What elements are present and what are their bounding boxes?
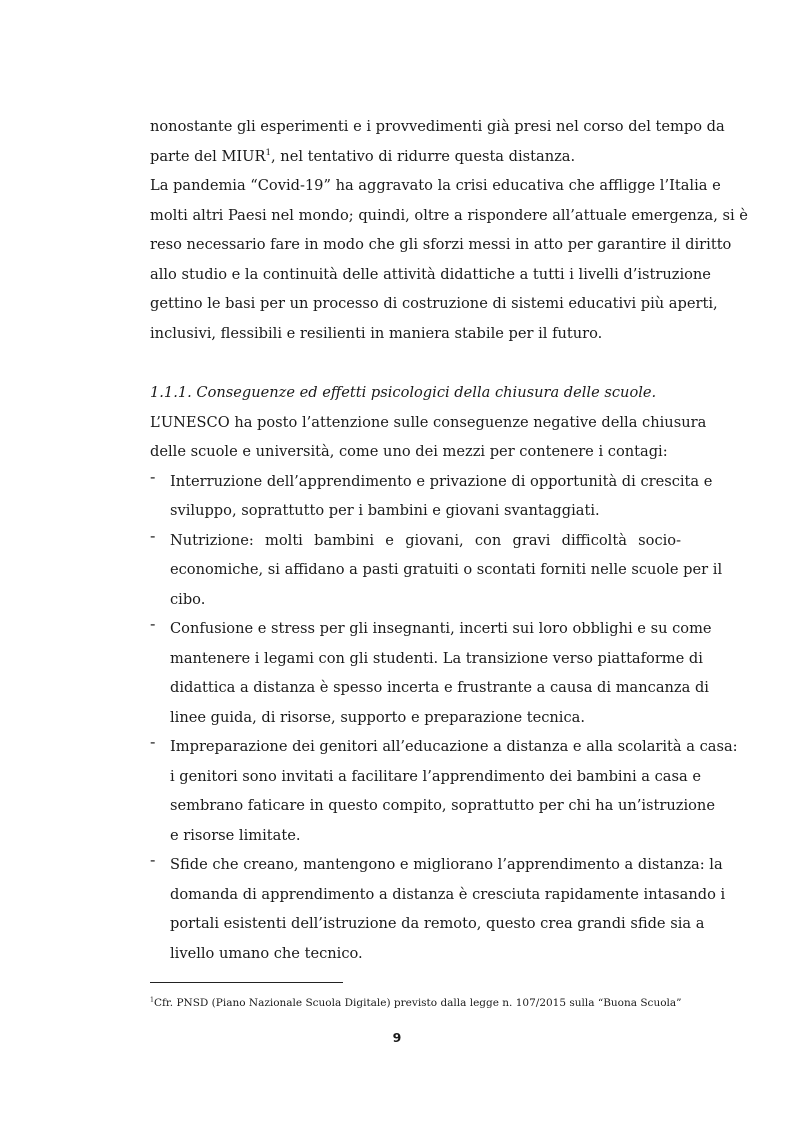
list-item [150, 525, 723, 615]
footnote-ref[interactable]: 1 [265, 147, 272, 158]
footnote-number: 1 [150, 996, 155, 1004]
body-line: gettino le basi per un processo di costruzione di sistemi educativi più aperti, [150, 295, 718, 312]
page-body [150, 112, 748, 968]
body-line: L’UNESCO ha posto l’attenzione sulle conseguenze negative della chiusura [150, 413, 707, 431]
body-line: La pandemia “Covid-19” ha aggravato la crisi educativa che affligge l’Italia e [150, 177, 721, 194]
body-line: molti altri Paesi nel mondo; quindi, oltre a rispondere all’attuale emergenza, si è [150, 206, 748, 224]
body-line: nonostante gli esperimenti e i provvedimenti già presi nel corso del tempo da [150, 118, 725, 135]
section-heading: 1.1.1. Conseguenze ed effetti psicologici della chiusura delle scuole. [150, 384, 657, 401]
footnote-divider [150, 982, 343, 983]
list-item [150, 850, 726, 968]
list-item-line: e risorse limitate. [170, 826, 301, 844]
body-line: reso necessario fare in modo che gli sforzi messi in atto per garantire il diritto [150, 236, 732, 253]
list-item [150, 614, 712, 732]
list-item-line: i genitori sono invitati a facilitare l’apprendimento dei bambini a casa e [170, 767, 701, 785]
bullet-dash: - [150, 466, 156, 486]
page-number: 9 [392, 1030, 402, 1045]
body-line: inclusivi, flessibili e resilienti in maniera stabile per il futuro. [150, 324, 603, 342]
list-item-line: domanda di apprendimento a distanza è cresciuta rapidamente intasando i [170, 885, 726, 903]
list-item-line: Confusione e stress per gli insegnanti, incerti sui loro obblighi e su come [170, 620, 712, 637]
bullet-dash: - [150, 614, 156, 633]
list-item-line: didattica a distanza è spesso incerta e frustrante a causa di mancanza di [170, 679, 709, 696]
body-text: , nel tentativo di ridurre questa distanza. [271, 147, 576, 165]
body-line: delle scuole e università, come uno dei mezzi per contenere i contagi: [150, 443, 668, 460]
consequences-list [150, 466, 738, 969]
list-item-line: portali esistenti dell’istruzione da remoto, questo crea grandi sfide sia a [170, 915, 705, 932]
list-item-line: sembrano faticare in questo compito, soprattutto per chi ha un’istruzione [170, 797, 715, 814]
list-item-line: Interruzione dell’apprendimento e privazione di opportunità di crescita e [170, 472, 713, 490]
list-item-line: Sfide che creano, mantengono e migliorano l’apprendimento a distanza: la [170, 856, 723, 873]
list-item-line: Impreparazione dei genitori all’educazione a distanza e alla scolarità a casa: [170, 738, 738, 755]
bullet-dash: - [150, 525, 156, 545]
list-item [150, 466, 713, 526]
footnote [150, 995, 681, 1011]
bullet-dash: - [150, 850, 156, 869]
list-item-line: cibo. [170, 590, 206, 608]
list-item-line: livello umano che tecnico. [170, 944, 363, 962]
list-item-line: linee guida, di risorse, supporto e preparazione tecnica. [170, 708, 585, 726]
footnote-text: Cfr. PNSD (Piano Nazionale Scuola Digitale) previsto dalla legge n. 107/2015 sulla “Buona Scuola” [154, 997, 682, 1009]
list-item-line: sviluppo, soprattutto per i bambini e giovani svantaggiati. [170, 502, 600, 519]
body-line [150, 142, 681, 172]
body-text: parte del MIUR [150, 147, 266, 165]
list-item [150, 732, 738, 850]
list-item-line: economiche, si affidano a pasti gratuiti o scontati forniti nelle scuole per il [170, 561, 723, 578]
list-item-line: mantenere i legami con gli studenti. La transizione verso piattaforme di [170, 649, 703, 667]
bullet-dash: - [150, 732, 156, 751]
body-line: allo studio e la continuità delle attività didattiche a tutti i livelli d’istruzione [150, 265, 711, 283]
list-item-line: Nutrizione: molti bambini e giovani, con gravi difficoltà socio- [170, 531, 681, 549]
spacer [150, 348, 681, 378]
